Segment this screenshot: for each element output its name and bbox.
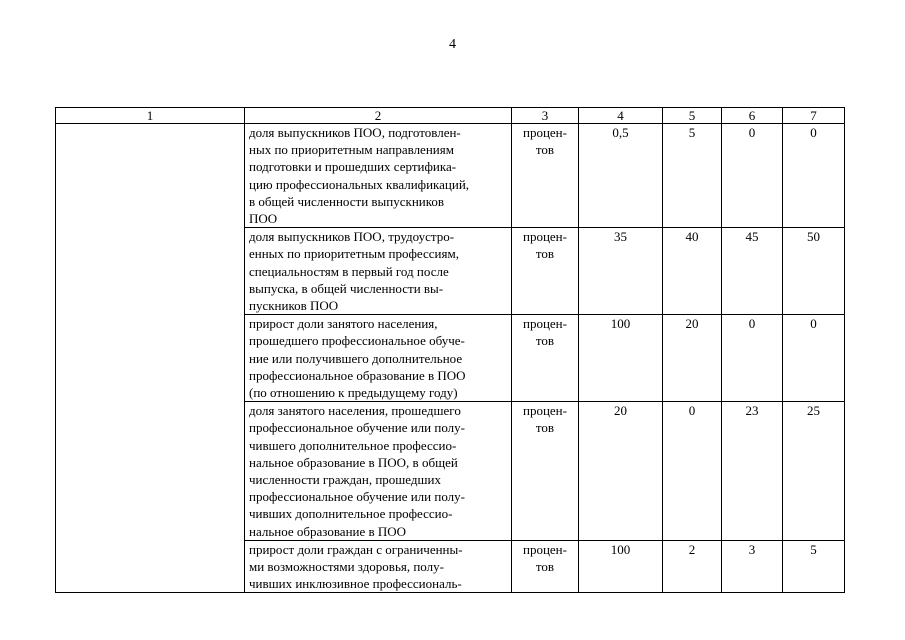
description-line: подготовки и прошедших сертифика- bbox=[249, 159, 457, 175]
unit-line: тов bbox=[535, 559, 555, 575]
unit-line: процен- bbox=[523, 316, 567, 332]
unit-cell bbox=[512, 315, 579, 402]
description-line: профессиональное обучение или полу- bbox=[249, 420, 465, 436]
description-line: нальное образование в ПОО bbox=[249, 523, 407, 539]
description-line: енных по приоритетным профессиям, bbox=[249, 246, 459, 262]
column-header: 1 bbox=[56, 108, 245, 124]
value-cell-col7: 25 bbox=[783, 402, 845, 541]
value-cell-col7: 0 bbox=[783, 315, 845, 402]
description-line: прирост доли занятого населения, bbox=[249, 316, 438, 332]
indicator-description bbox=[245, 402, 512, 541]
description-line: нальное образование в ПОО, в общей bbox=[249, 454, 458, 470]
value-cell-col4: 100 bbox=[579, 540, 663, 593]
value-cell-col5: 5 bbox=[663, 124, 722, 228]
table-row bbox=[56, 124, 845, 228]
description-line: чивших инклюзивное профессиональ- bbox=[249, 576, 462, 592]
unit-cell bbox=[512, 402, 579, 541]
description-line: в общей численности выпускников bbox=[249, 193, 445, 209]
description-line: чивших дополнительное профессио- bbox=[249, 506, 453, 522]
description-line: профессиональное образование в ПОО bbox=[249, 367, 466, 383]
unit-line: тов bbox=[535, 246, 555, 262]
value-cell-col7: 5 bbox=[783, 540, 845, 593]
value-cell-col5: 2 bbox=[663, 540, 722, 593]
group-cell bbox=[56, 124, 245, 593]
description-line: ПОО bbox=[249, 211, 278, 227]
description-line: доля занятого населения, прошедшего bbox=[249, 403, 461, 419]
description-line: доля выпускников ПОО, трудоустро- bbox=[249, 229, 455, 245]
description-line: прирост доли граждан с ограниченны- bbox=[249, 541, 463, 557]
indicator-description bbox=[245, 124, 512, 228]
value-cell-col4: 100 bbox=[579, 315, 663, 402]
value-cell-col4: 35 bbox=[579, 228, 663, 315]
description-line: ние или получившего дополнительное bbox=[249, 350, 463, 366]
description-line: прошедшего профессиональное обуче- bbox=[249, 333, 465, 349]
unit-line: процен- bbox=[523, 403, 567, 419]
value-cell-col5: 20 bbox=[663, 315, 722, 402]
value-cell-col5: 40 bbox=[663, 228, 722, 315]
unit-line: тов bbox=[535, 333, 555, 349]
value-cell-col4: 0,5 bbox=[579, 124, 663, 228]
description-line: ми возможностями здоровья, полу- bbox=[249, 559, 444, 575]
page-number: 4 bbox=[449, 37, 456, 52]
value-cell-col4: 20 bbox=[579, 402, 663, 541]
value-cell-col6: 23 bbox=[722, 402, 783, 541]
description-line: (по отношению к предыдущему году) bbox=[249, 385, 458, 401]
column-header: 6 bbox=[722, 108, 783, 124]
unit-line: процен- bbox=[523, 125, 567, 140]
column-header: 2 bbox=[245, 108, 512, 124]
column-header: 3 bbox=[512, 108, 579, 124]
description-line: чившего дополнительное профессио- bbox=[249, 437, 457, 453]
unit-line: тов bbox=[535, 420, 555, 436]
unit-cell bbox=[512, 124, 579, 228]
indicators-table bbox=[55, 107, 845, 593]
unit-cell bbox=[512, 540, 579, 593]
value-cell-col5: 0 bbox=[663, 402, 722, 541]
description-line: ных по приоритетным направлениям bbox=[249, 142, 454, 158]
description-line: цию профессиональных квалификаций, bbox=[249, 176, 470, 192]
value-cell-col6: 0 bbox=[722, 315, 783, 402]
value-cell-col6: 3 bbox=[722, 540, 783, 593]
indicator-description bbox=[245, 228, 512, 315]
column-header: 4 bbox=[579, 108, 663, 124]
description-line: численности граждан, прошедших bbox=[249, 472, 441, 488]
indicator-description bbox=[245, 315, 512, 402]
value-cell-col6: 45 bbox=[722, 228, 783, 315]
indicator-description bbox=[245, 540, 512, 593]
table-header-row bbox=[56, 108, 845, 124]
description-line: пускников ПОО bbox=[249, 298, 339, 314]
value-cell-col6: 0 bbox=[722, 124, 783, 228]
unit-line: процен- bbox=[523, 541, 567, 557]
unit-line: процен- bbox=[523, 229, 567, 245]
description-line: профессиональное обучение или полу- bbox=[249, 489, 465, 505]
value-cell-col7: 50 bbox=[783, 228, 845, 315]
column-header: 5 bbox=[663, 108, 722, 124]
description-line: доля выпускников ПОО, подготовлен- bbox=[249, 125, 461, 140]
description-line: выпуска, в общей численности вы- bbox=[249, 280, 444, 296]
unit-cell bbox=[512, 228, 579, 315]
description-line: специальностям в первый год после bbox=[249, 263, 449, 279]
value-cell-col7: 0 bbox=[783, 124, 845, 228]
unit-line: тов bbox=[535, 142, 555, 158]
column-header: 7 bbox=[783, 108, 845, 124]
